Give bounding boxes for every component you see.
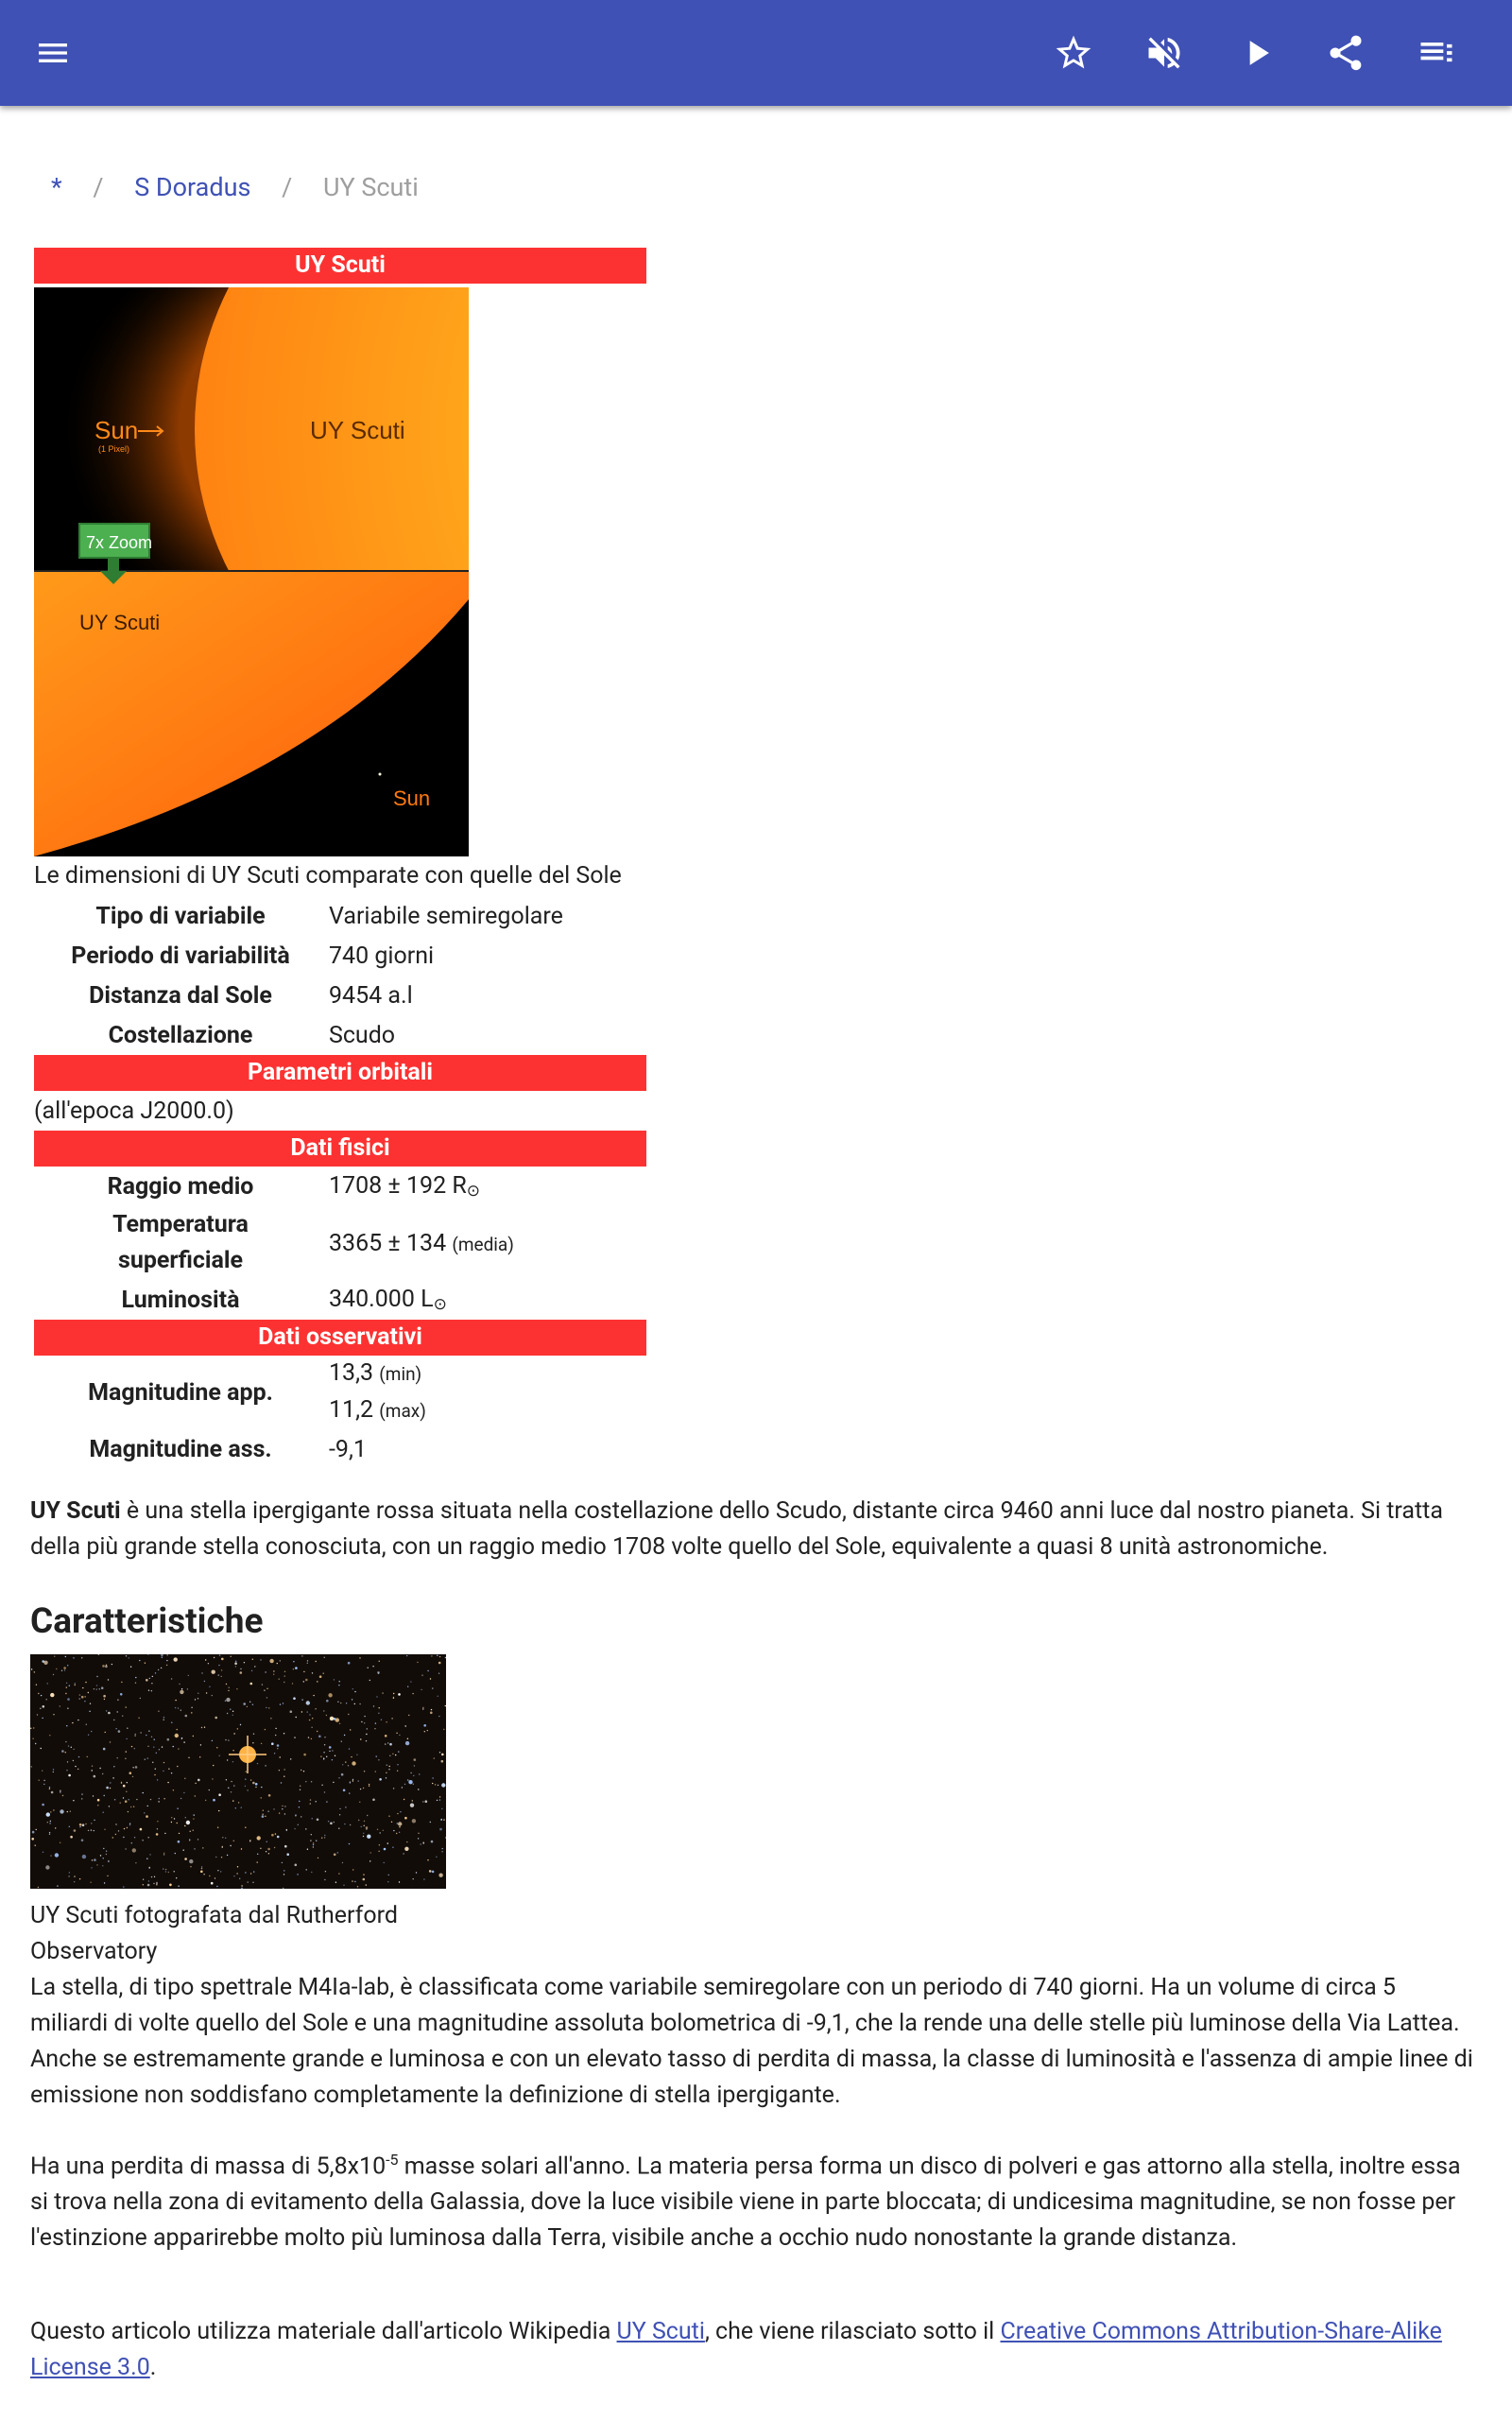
breadcrumb-separator: / [93, 172, 104, 202]
zoom-label: 7x Zoom [86, 533, 153, 552]
infobox-row [34, 1280, 646, 1320]
intro-text: è una stella ipergigante rossa situata nella costellazione dello Scudo, distante circa 9460 anni luce dal nostro pianeta. Si tratta della più grande stella conosciuta, con un raggio medio 1708 volte quello del Sole, equivalente a quasi 8 unità astronomiche. [30, 1497, 1443, 1561]
infobox-row [34, 976, 646, 1015]
sun-sub-label: (1 Pixel) [98, 444, 130, 454]
paragraph-1: La stella, di tipo spettrale M4Ia-lab, è classificata come variabile semiregolare con un periodo di 740 giorni. Ha un volume di circa 5 miliardi di volte quello del Sole e una magnitudine assoluta bolometrica di -9,1, che la rende una delle stelle più luminose della Via Lattea. Anche se estremamente grande e luminosa e con un elevato tasso di perdita di massa, la classe di luminosità e l'assenza di ampie linee di emissione non soddisfano completamente la definizione di stella ipergigante. [30, 1974, 1473, 2109]
infobox-key: Raggio medio [107, 1172, 254, 1201]
infobox-value: Variabile semiregolare [329, 902, 563, 930]
p2-exponent: -5 [386, 2151, 399, 2169]
breadcrumb-parent[interactable]: S Doradus [134, 172, 251, 202]
orbital-note [34, 1091, 646, 1131]
infobox-row [34, 936, 646, 976]
footer-text: , che viene rilasciato sotto il [704, 2318, 1001, 2345]
breadcrumb-root[interactable]: * [51, 172, 62, 202]
infobox-value [327, 1356, 646, 1429]
infobox [34, 248, 646, 1469]
attribution-footer [30, 2314, 1476, 2386]
app-bar [0, 0, 1512, 106]
infobox-key [34, 1207, 327, 1279]
image-caption: Le dimensioni di UY Scuti comparate con quelle del Sole [34, 862, 622, 890]
orbital-note-text: (all'epoca J2000.0) [34, 1097, 234, 1125]
infobox-key: Luminosità [121, 1286, 240, 1314]
p2-text-b: masse solari all'anno. La materia persa forma un disco di polveri e gas attorno alla stella, inoltre essa si trova nella zona di evitamento della Galassia, dove la luce visibile viene in parte bloccata; di undicesima magnitudine, se non fosse per l'estinzione apparirebbe molto più luminosa dalla Terra, visibile anche a occhio nudo nonostante la grande distanza. [30, 2152, 1461, 2253]
temperature-key-line1: Temperatura [112, 1211, 249, 1238]
luminosity-value: 340.000 L [329, 1286, 434, 1313]
temperature-key-line2: superficiale [118, 1247, 243, 1274]
share-icon[interactable] [1319, 26, 1372, 79]
app-mag-min-note: (min) [379, 1363, 422, 1385]
infobox-value [327, 1286, 646, 1314]
breadcrumb-current: UY Scuti [322, 172, 419, 202]
size-comparison-image[interactable] [34, 287, 469, 856]
physical-header: Dati fisici [34, 1131, 646, 1167]
infobox-value [327, 1230, 646, 1257]
infobox-value: 740 giorni [329, 942, 435, 970]
sun-symbol: ⊙ [433, 1295, 447, 1314]
infobox-row [34, 1429, 646, 1469]
photo-caption [30, 1898, 465, 1970]
sun-symbol: ⊙ [466, 1182, 480, 1201]
playlist-icon[interactable] [1410, 26, 1463, 79]
play-icon[interactable] [1230, 26, 1283, 79]
breadcrumb-separator: / [282, 172, 293, 202]
uy-scuti-zoom-label: UY Scuti [79, 611, 161, 634]
radius-value: 1708 ± 192 R [329, 1172, 467, 1200]
section-title: Caratteristiche [30, 1601, 264, 1642]
orbital-header: Parametri orbitali [34, 1055, 646, 1091]
infobox-value: Scudo [329, 1021, 396, 1049]
menu-icon[interactable] [26, 26, 79, 79]
intro-bold: UY Scuti [30, 1497, 121, 1525]
infobox-value: 9454 a.l [329, 981, 413, 1010]
infobox-value [327, 1172, 646, 1201]
sun-zoom-label: Sun [393, 786, 431, 810]
wikipedia-article-link[interactable]: UY Scuti [616, 2318, 705, 2345]
infobox-row [34, 1167, 646, 1206]
app-mag-max: 11,2 [329, 1396, 374, 1424]
sun-label: Sun [94, 416, 139, 444]
star-outline-icon[interactable] [1047, 26, 1100, 79]
star-field-photo[interactable] [30, 1654, 446, 1889]
infobox-key: Distanza dal Sole [89, 981, 272, 1010]
observed-header: Dati osservativi [34, 1320, 646, 1356]
license-link[interactable]: Creative Commons Attribution-Share-Alike License 3.0 [30, 2318, 1442, 2381]
photo-caption-line1: UY Scuti fotografata dal Rutherford [30, 1902, 398, 1929]
volume-off-icon[interactable] [1138, 26, 1191, 79]
infobox-row [34, 1015, 646, 1055]
breadcrumb [51, 172, 419, 202]
footer-text: Questo articolo utilizza materiale dall'articolo Wikipedia [30, 2318, 617, 2345]
infobox-key: Tipo di variabile [95, 902, 266, 930]
footer-text: . [149, 2354, 157, 2381]
app-mag-min: 13,3 [329, 1359, 374, 1387]
app-mag-max-note: (max) [379, 1400, 426, 1422]
infobox-row [34, 1206, 646, 1280]
infobox-title: UY Scuti [34, 248, 646, 284]
infobox-row [34, 1356, 646, 1429]
infobox-key: Magnitudine app. [88, 1378, 273, 1407]
temperature-note: (media) [452, 1233, 514, 1255]
temperature-value: 3365 ± 134 [329, 1229, 447, 1257]
infobox-key: Costellazione [108, 1021, 253, 1049]
infobox-value: -9,1 [329, 1435, 367, 1463]
intro-paragraph [30, 1494, 1476, 1565]
p2-text-a: Ha una perdita di massa di 5,8x10 [30, 2152, 387, 2181]
infobox-key: Magnitudine ass. [89, 1435, 272, 1463]
paragraph-2 [30, 2142, 1476, 2256]
infobox-key: Periodo di variabilità [71, 942, 290, 970]
photo-caption-line2: Observatory [30, 1938, 158, 1965]
uy-scuti-label: UY Scuti [310, 416, 405, 444]
infobox-row [34, 896, 646, 936]
